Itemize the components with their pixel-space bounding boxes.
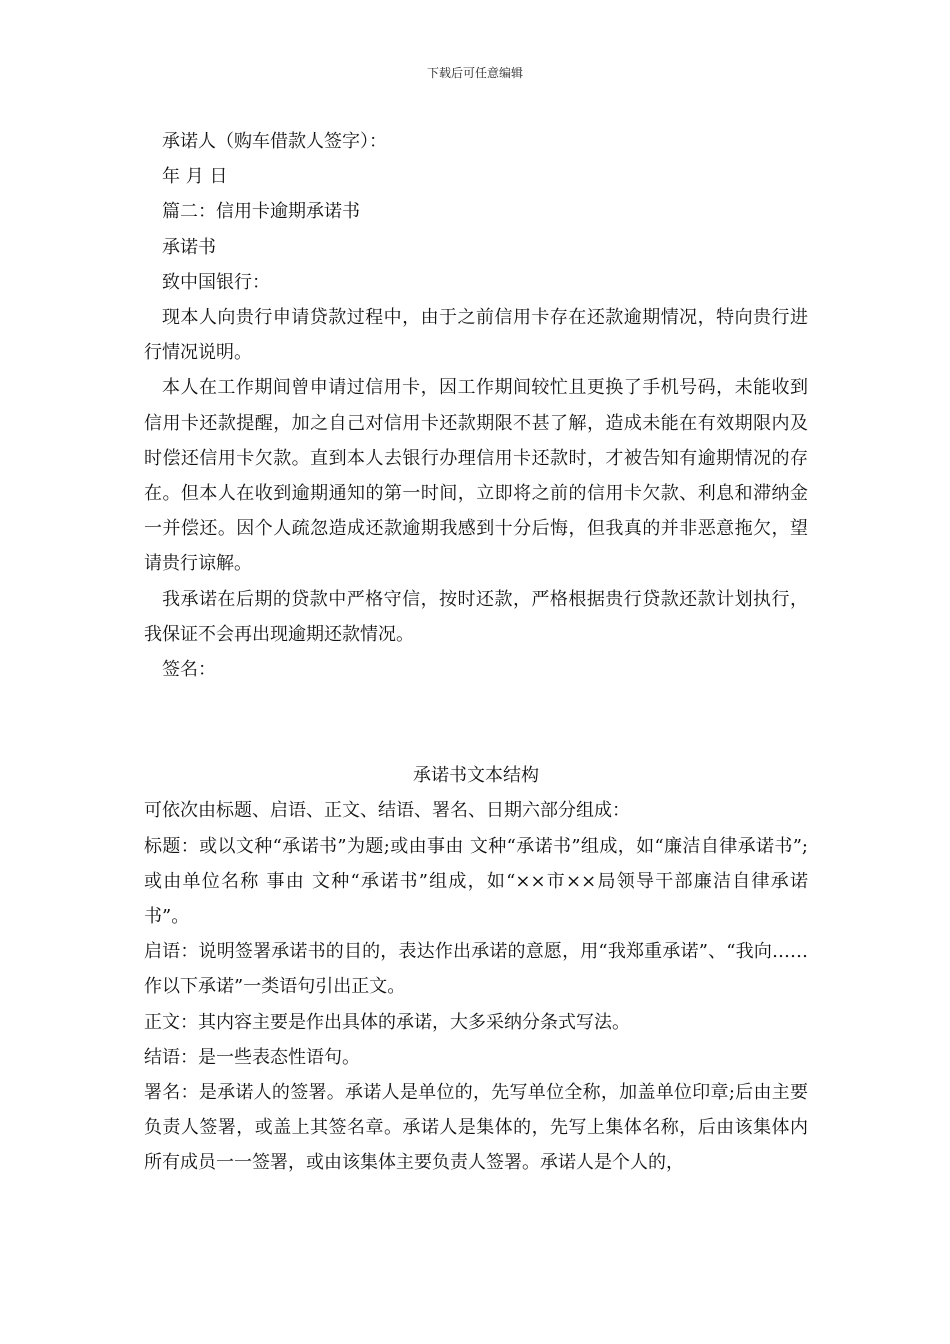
structure-line: 标题：或以文种“承诺书”为题;或由事由 文种“承诺书”组成，如“廉洁自律承诺书”;或由单位名称 事由 文种“承诺书”组成，如“××市××局领导干部廉洁自律承诺书”。 <box>144 835 808 928</box>
structure-line: 正文：其内容主要是作出具体的承诺，大多采纳分条式写法。 <box>144 1011 630 1033</box>
addressee: 致中国银行： <box>162 271 270 293</box>
structure-line: 启语：说明签署承诺书的目的，表达作出承诺的意愿，用“我郑重承诺”、“我向……作以下承诺”一类语句引出正文。 <box>144 941 808 998</box>
signature-line: 承诺人（购车借款人签字）： <box>162 131 387 152</box>
date-line: 年 月 日 <box>162 166 228 188</box>
document-body <box>144 124 808 1181</box>
letter-paragraph: 现本人向贵行申请贷款过程中，由于之前信用卡存在还款逾期情况，特向贵行进行情况说明。 <box>144 307 808 364</box>
structure-line: 结语：是一些表态性语句。 <box>144 1046 360 1068</box>
letter-paragraph: 我承诺在后期的贷款中严格守信，按时还款，严格根据贵行贷款还款计划执行，我保证不会再出现逾期还款情况。 <box>144 588 808 645</box>
document-title: 承诺书 <box>162 236 216 258</box>
section-title: 承诺书文本结构 <box>413 765 539 787</box>
page-header-note: 下载后可任意编辑 <box>426 66 523 80</box>
letter-paragraph: 本人在工作期间曾申请过信用卡，因工作期间较忙且更换了手机号码，未能收到信用卡还款提醒，加之自己对信用卡还款期限不甚了解，造成未能在有效期限内及时偿还信用卡欠款。直到本人去银行办理信用卡还款时，才被告知有逾期情况的存在。但本人在收到逾期通知的第一时间，立即将之前的信用卡欠款、利息和滞纳金一并偿还。因个人疏忽造成还款逾期我感到十分后悔，但我真的并非恶意拖欠，望请贵行谅解。 <box>144 377 808 575</box>
structure-line: 署名：是承诺人的签署。承诺人是单位的，先写单位全称，加盖单位印章;后由主要负责人签署，或盖上其签名章。承诺人是集体的，先写上集体名称，后由该集体内所有成员一一签署，或由该集体主要负责人签署。承诺人是个人的， <box>144 1082 808 1174</box>
structure-line: 可依次由标题、启语、正文、结语、署名、日期六部分组成： <box>144 800 630 822</box>
section-spacer <box>144 687 808 758</box>
sign-line: 签名： <box>162 659 216 681</box>
article-title: 篇二：信用卡逾期承诺书 <box>162 201 360 223</box>
